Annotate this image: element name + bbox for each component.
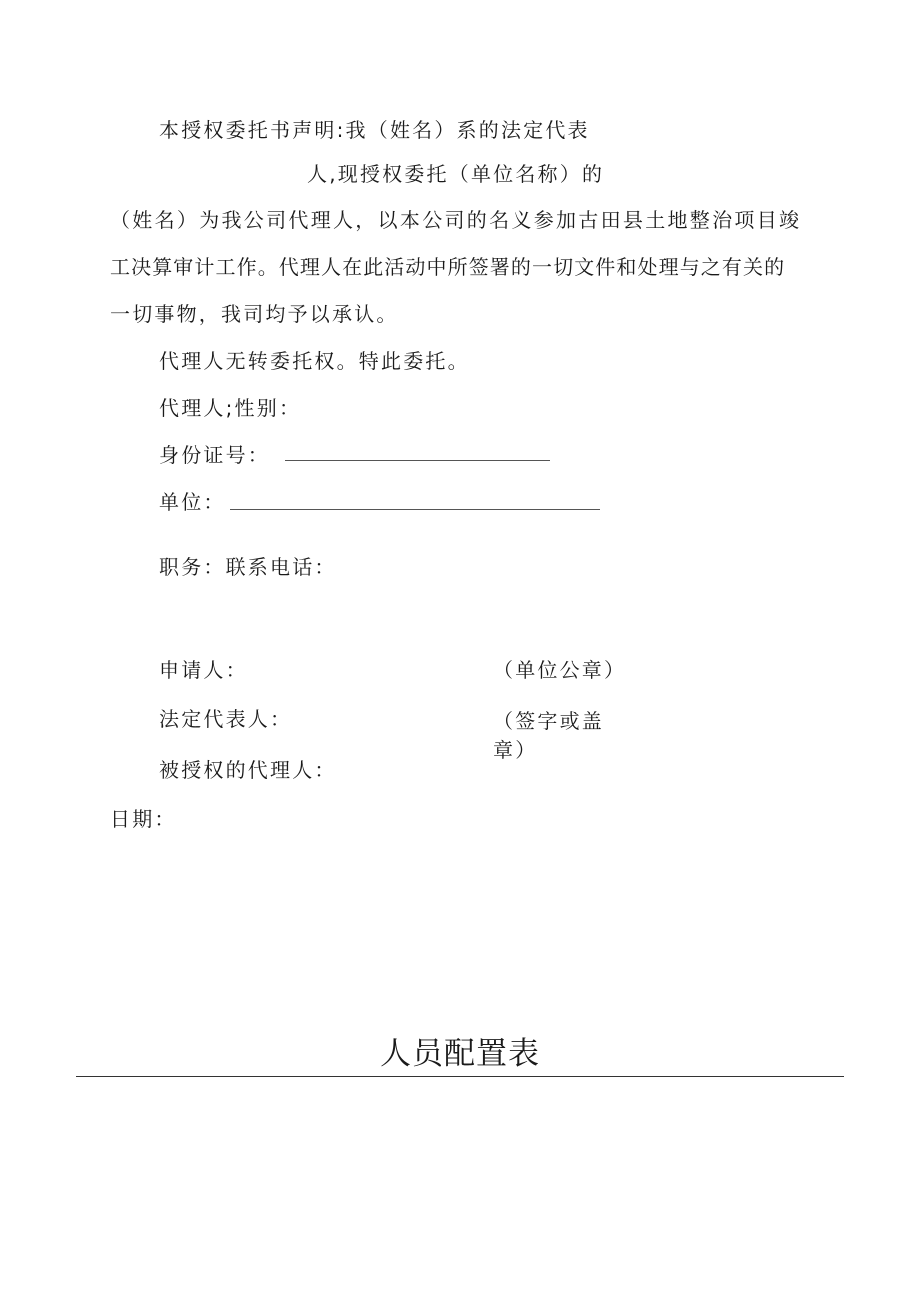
unit-blank: [230, 509, 600, 510]
letter-line-1: 本授权委托书声明:我（姓名）系的法定代表: [159, 118, 590, 142]
date-label: 日期：: [110, 807, 177, 831]
letter-line-6: 代理人无转委托权。特此委托。: [159, 349, 470, 373]
authorized-agent-label: 被授权的代理人：: [159, 758, 337, 782]
applicant-label: 申请人：: [159, 658, 248, 682]
unit-seal-note: （单位公章）: [493, 658, 627, 682]
id-number-blank: [285, 460, 550, 461]
position-phone-label: 职务：联系电话：: [159, 555, 337, 579]
letter-line-5: 一切事物，我司均予以承认。: [110, 302, 399, 326]
id-number-label: 身份证号：: [159, 443, 270, 467]
section-title: 人员配置表: [380, 1036, 540, 1072]
unit-label: 单位：: [159, 490, 226, 514]
letter-line-2: 人,现授权委托（单位名称）的: [307, 162, 605, 186]
letter-line-4: 工决算审计工作。代理人在此活动中所签署的一切文件和处理与之有关的: [110, 255, 786, 279]
sign-or-seal-note-2: 章）: [493, 738, 538, 762]
sign-or-seal-note-1: （签字或盖: [493, 709, 604, 733]
title-rule: [76, 1076, 844, 1077]
legal-rep-label: 法定代表人：: [159, 707, 293, 731]
agent-gender-label: 代理人;性别：: [159, 396, 302, 420]
letter-line-3: （姓名）为我公司代理人，以本公司的名义参加古田县土地整治项目竣: [110, 208, 802, 232]
